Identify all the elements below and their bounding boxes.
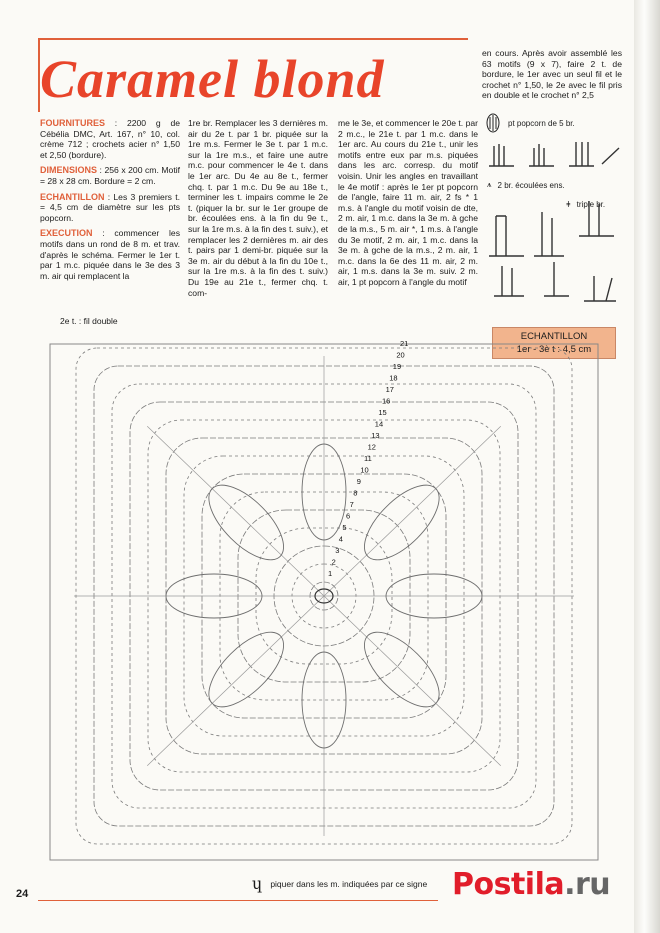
fournitures-heading: FOURNITURES (40, 118, 105, 128)
round-number-label: 5 (342, 523, 347, 532)
legend-two-br-label: 2 br. écoulées ens. (497, 180, 565, 190)
legend-two-br (487, 180, 565, 190)
watermark-logo (452, 867, 610, 902)
legend-triple-label: triple br. (576, 200, 606, 209)
diagram-spokes (74, 356, 574, 836)
round-number-label: 2 (331, 557, 336, 567)
diagram-spoke (324, 596, 501, 766)
round-number-label: 1 (328, 569, 333, 578)
legend-popcorn-label: pt popcorn de 5 br. (508, 118, 575, 128)
dimensions-block (40, 165, 180, 186)
round-number-label: 13 (371, 431, 380, 440)
diagram-spoke (324, 426, 501, 596)
fournitures-block (40, 118, 180, 160)
round-number-label: 7 (349, 500, 354, 509)
popcorn-stitch-icon (484, 112, 502, 134)
echantillon-text: : Les 3 premiers t. = 4,5 cm de diamètre sur les pts popcorn. (40, 191, 181, 223)
sample-box-value: 1er - 3è t : 4,5 cm (516, 344, 592, 355)
instructions-column-2: 1re br. Remplacer les 3 dernières m. air du 2e t. par 1 br. piquée sur la 1re m.s. Fermer le 3e t. par 1 m.c. sur la 1re m.s., et faire une autre m.c. pour commencer le 4e t. dans le 1er arc. Du 4e au 8e t., fermer chq. t. par 1 m.c. Du 9e au 18e t., terminer les t. impairs comme le 2e t. (piquer la br. sur le 1er groupe de br. écoulées ens. à la fin du 9e t., sur la 1re m.s. à la fin des t. suiv.), et remplacer les 2 dernières m. air des t. pairs par 1 demi-br. piquée sur la 3e m. air du début à la fin du 10e t., sur la 1re m.s. à la fin des t. suiv.) Du 19e au 21e t., fermer chq. t. com- (188, 118, 328, 298)
round-number-label: 19 (392, 362, 402, 371)
round-number-label: 10 (360, 465, 369, 475)
dimensions-text: : 256 x 200 cm. Motif = 28 x 28 cm. Bordure = 2 cm. (40, 165, 181, 186)
round-number-label: 11 (364, 454, 372, 463)
page-number: 24 (16, 888, 29, 900)
instructions-column-3: me le 3e, et commencer le 20e t. par 2 m.c., le 21e t. par 1 m.c. dans le 1er arc. Au cours du 21e t., unir les motifs entre eux par m.s. piquées dans les arc. corresp. du motif voisin. Unir les angles en travaillant le 4e motif : après le 1er pt popcorn de l'angle, faire 11 m. air, 2 fs * 1 m.s. à l'angle du motif voisin de dte, 2 m. air, 1 m.c. dans la 3e m. à gche de la m.s., 5 m. air *, 1 m.s. à l'angle du 3e motif, 2 m. air, 1 m.c. dans la 3e m. à gche de la m.s., 2 m. air, 1 m.c. dans la 6e des 11 m. air, 2 m. air, 1 m.s. dans la 3e m. suiv. 2 m. air, 1 pt popcorn à l'angle du motif (338, 118, 478, 287)
sample-box-title: ECHANTILLON (520, 331, 588, 342)
round-number-label: 14 (374, 419, 384, 429)
diagram-spoke (147, 596, 324, 766)
echantillon-heading: ECHANTILLON (40, 191, 105, 202)
page-binding-edge (634, 0, 660, 933)
round-number-label: 20 (396, 350, 405, 360)
two-br-icon: ⩚ (487, 180, 492, 189)
round-number-label: 16 (382, 396, 391, 406)
stitch-steps-illustration (484, 196, 624, 308)
watermark-tail: .ru (564, 867, 611, 902)
round-number-label: 9 (356, 477, 361, 486)
crochet-motif-diagram (44, 338, 604, 866)
dimensions-heading: DIMENSIONS (40, 165, 98, 176)
round-number-label: 18 (389, 373, 398, 383)
round-number-label: 4 (338, 534, 343, 544)
diagram-note: 2e t. : fil double (60, 316, 118, 326)
instructions-column-4: en cours. Après avoir assemblé les 63 motifs (9 x 7), faire 2 t. de bordure, le 1er avec un seul fil et le crochet n° 1,50, le 2e avec le fil pris en double et le crochet n° 2,5 (482, 48, 622, 101)
round-number-label: 21 (400, 339, 409, 348)
round-number-label: 6 (346, 511, 351, 521)
execution-text: : commencer les motifs dans un rond de 8 m. et trav. d'après le schéma. Fermer le 1er t. par 1 m.c. piquée dans le 3e des 3 m. air qui remplacent la (40, 228, 181, 281)
round-number-label: 8 (353, 488, 358, 498)
instructions-column-1 (40, 118, 180, 286)
insert-stitch-symbol: ɥ (252, 874, 263, 893)
footer-note-text: piquer dans les m. indiquées par ce signe (270, 878, 428, 889)
round-number-label: 12 (367, 442, 376, 452)
footer-note (252, 874, 427, 893)
execution-block (40, 228, 180, 281)
bottom-rule (38, 900, 438, 901)
page-title: Caramel blond (40, 49, 385, 109)
round-number-label: 15 (378, 408, 387, 417)
round-number-label: 3 (335, 546, 340, 555)
diagram-spoke (147, 426, 324, 596)
watermark-main: Postila (452, 867, 565, 902)
popcorn-steps-illustration (484, 136, 624, 176)
execution-heading: EXECUTION (40, 228, 93, 239)
triple-br-icon: ǂ (566, 200, 571, 209)
fournitures-text: : 2200 g de Cébélia DMC, Art. 167, n° 10, col. crème 712 ; crochets acier n° 1,50 et 2,50 (bordure). (40, 118, 180, 160)
echantillon-block (40, 192, 180, 224)
round-number-label: 17 (385, 385, 394, 394)
legend-popcorn (484, 112, 575, 134)
